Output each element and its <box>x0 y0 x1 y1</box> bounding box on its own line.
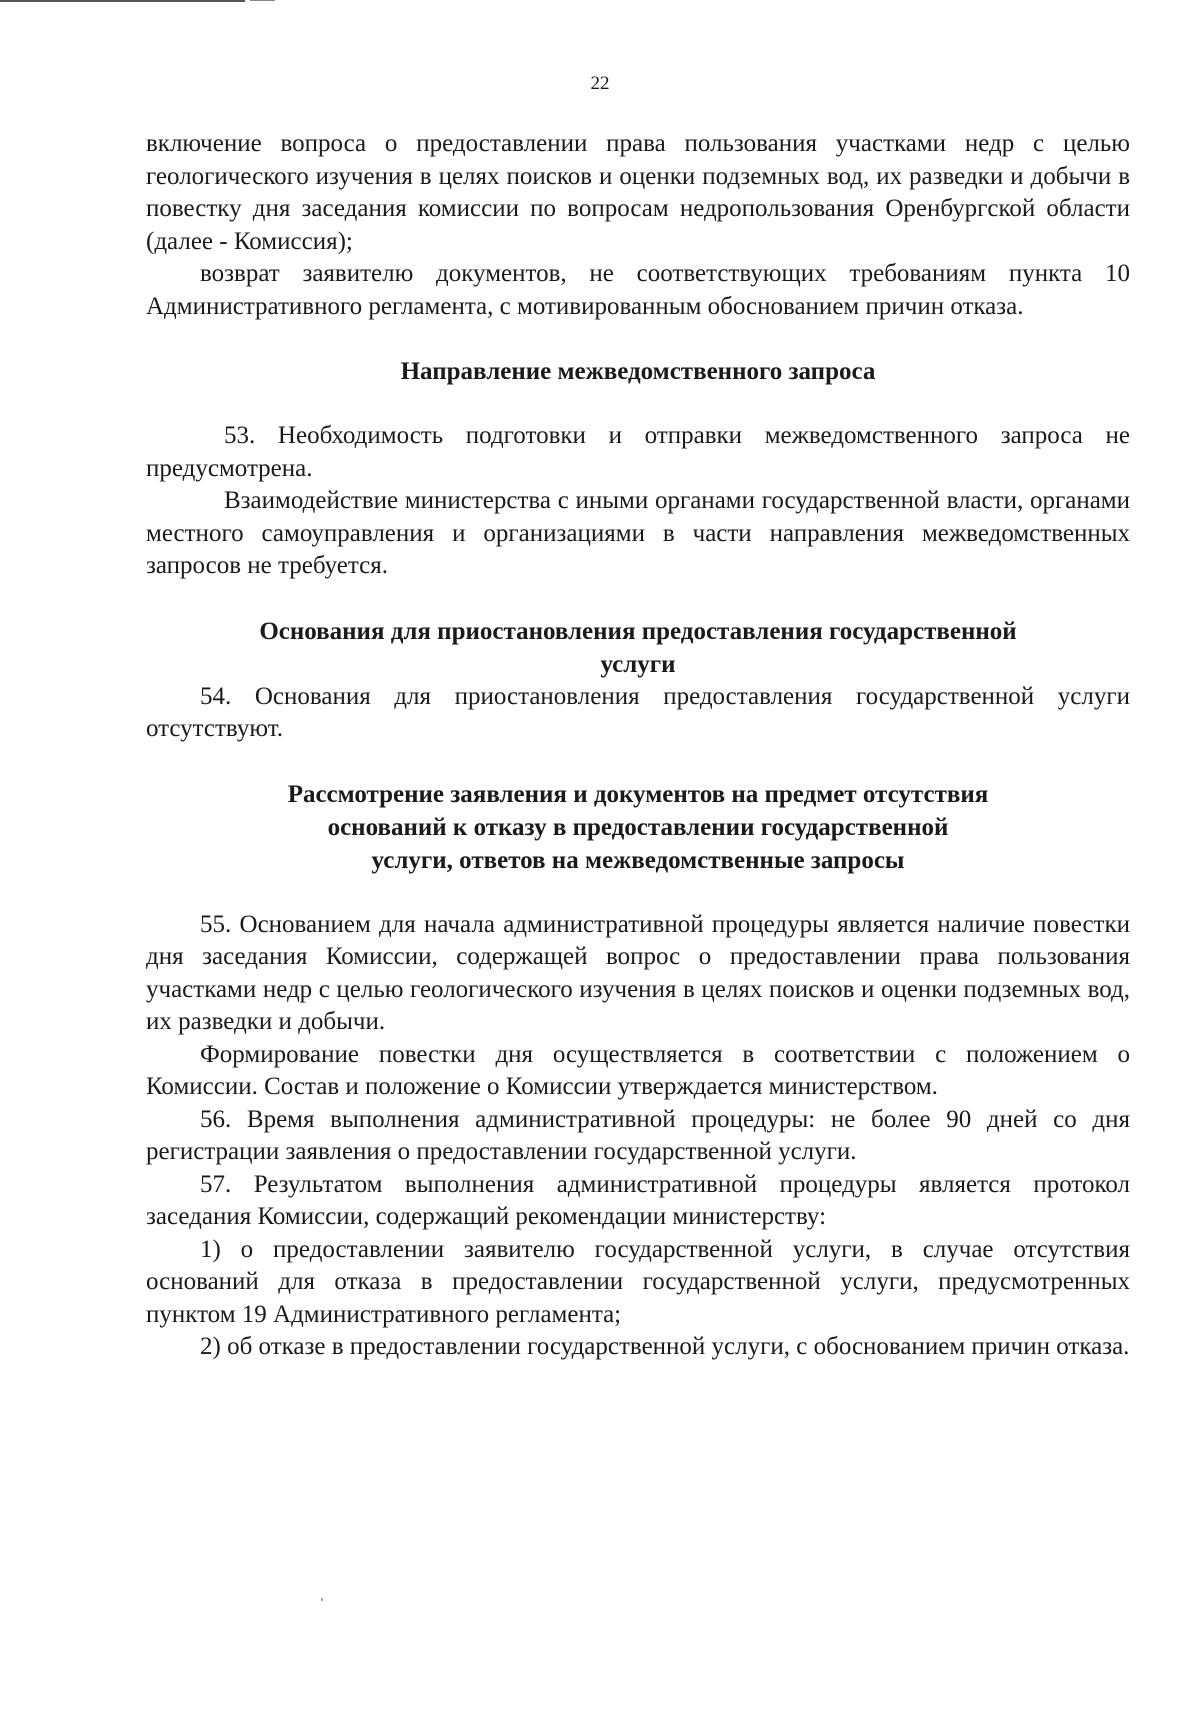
section-heading: оснований к отказу в предоставлении государственной <box>327 813 949 841</box>
paragraph: 53. Необходимость подготовки и отправки межведомственного запроса не предусмотрена. <box>146 422 1130 482</box>
paragraph: 2) об отказе в предоставлении государственной услуги, с обоснованием причин отказа. <box>200 1333 1130 1360</box>
section-heading: услуги, ответов на межведомственные запросы <box>371 846 905 874</box>
scan-speck <box>321 1598 323 1601</box>
page-number: 22 <box>590 73 610 94</box>
paragraph: Формирование повестки дня осуществляется в соответствии с положением о Комиссии. Состав и положение о Комиссии утверждается министерством. <box>146 1040 1130 1100</box>
paragraph: возврат заявителю документов, не соответствующих требованиям пункта 10 Административного регламента, с мотивированным обоснованием причин отказа. <box>146 260 1130 320</box>
section-heading: Рассмотрение заявления и документов на предмет отсутствия <box>287 780 989 808</box>
document-body <box>146 128 1130 1364</box>
paragraph: 57. Результатом выполнения административной процедуры является протокол заседания Комиссии, содержащий рекомендации министерству: <box>146 1170 1130 1230</box>
section-heading: услуги <box>600 650 676 678</box>
scan-edge-mark <box>250 0 275 1</box>
section-heading: Направление межведомственного запроса <box>400 358 876 385</box>
scan-edge-mark <box>0 0 245 2</box>
paragraph: Взаимодействие министерства с иными органами государственной власти, органами местного самоуправления и организациями в части направления межведомственных запросов не требуется. <box>146 487 1130 579</box>
paragraph: 54. Основания для приостановления предоставления государственной услуги отсутствуют. <box>146 682 1130 742</box>
paragraph: включение вопроса о предоставлении права пользования участками недр с целью геологического изучения в целях поисков и оценки подземных вод, их разведки и добычи в повестку дня заседания комиссии по вопросам недропользования Оренбургской области (далее - Комиссия); <box>146 130 1130 255</box>
paragraph: 56. Время выполнения административной процедуры: не более 90 дней со дня регистрации заявления о предоставлении государственной услуги. <box>146 1105 1130 1165</box>
paragraph: 1) о предоставлении заявителю государственной услуги, в случае отсутствия оснований для отказа в предоставлении государственной услуги, предусмотренных пунктом 19 Административного регламента; <box>146 1235 1130 1328</box>
paragraph: 55. Основанием для начала административной процедуры является наличие повестки дня заседания Комиссии, содержащей вопрос о предоставлении права пользования участками недр с целью геологического изучения в целях поисков и оценки подземных вод, их разведки и добычи. <box>146 910 1130 1035</box>
section-heading: Основания для приостановления предоставления государственной <box>259 617 1017 645</box>
